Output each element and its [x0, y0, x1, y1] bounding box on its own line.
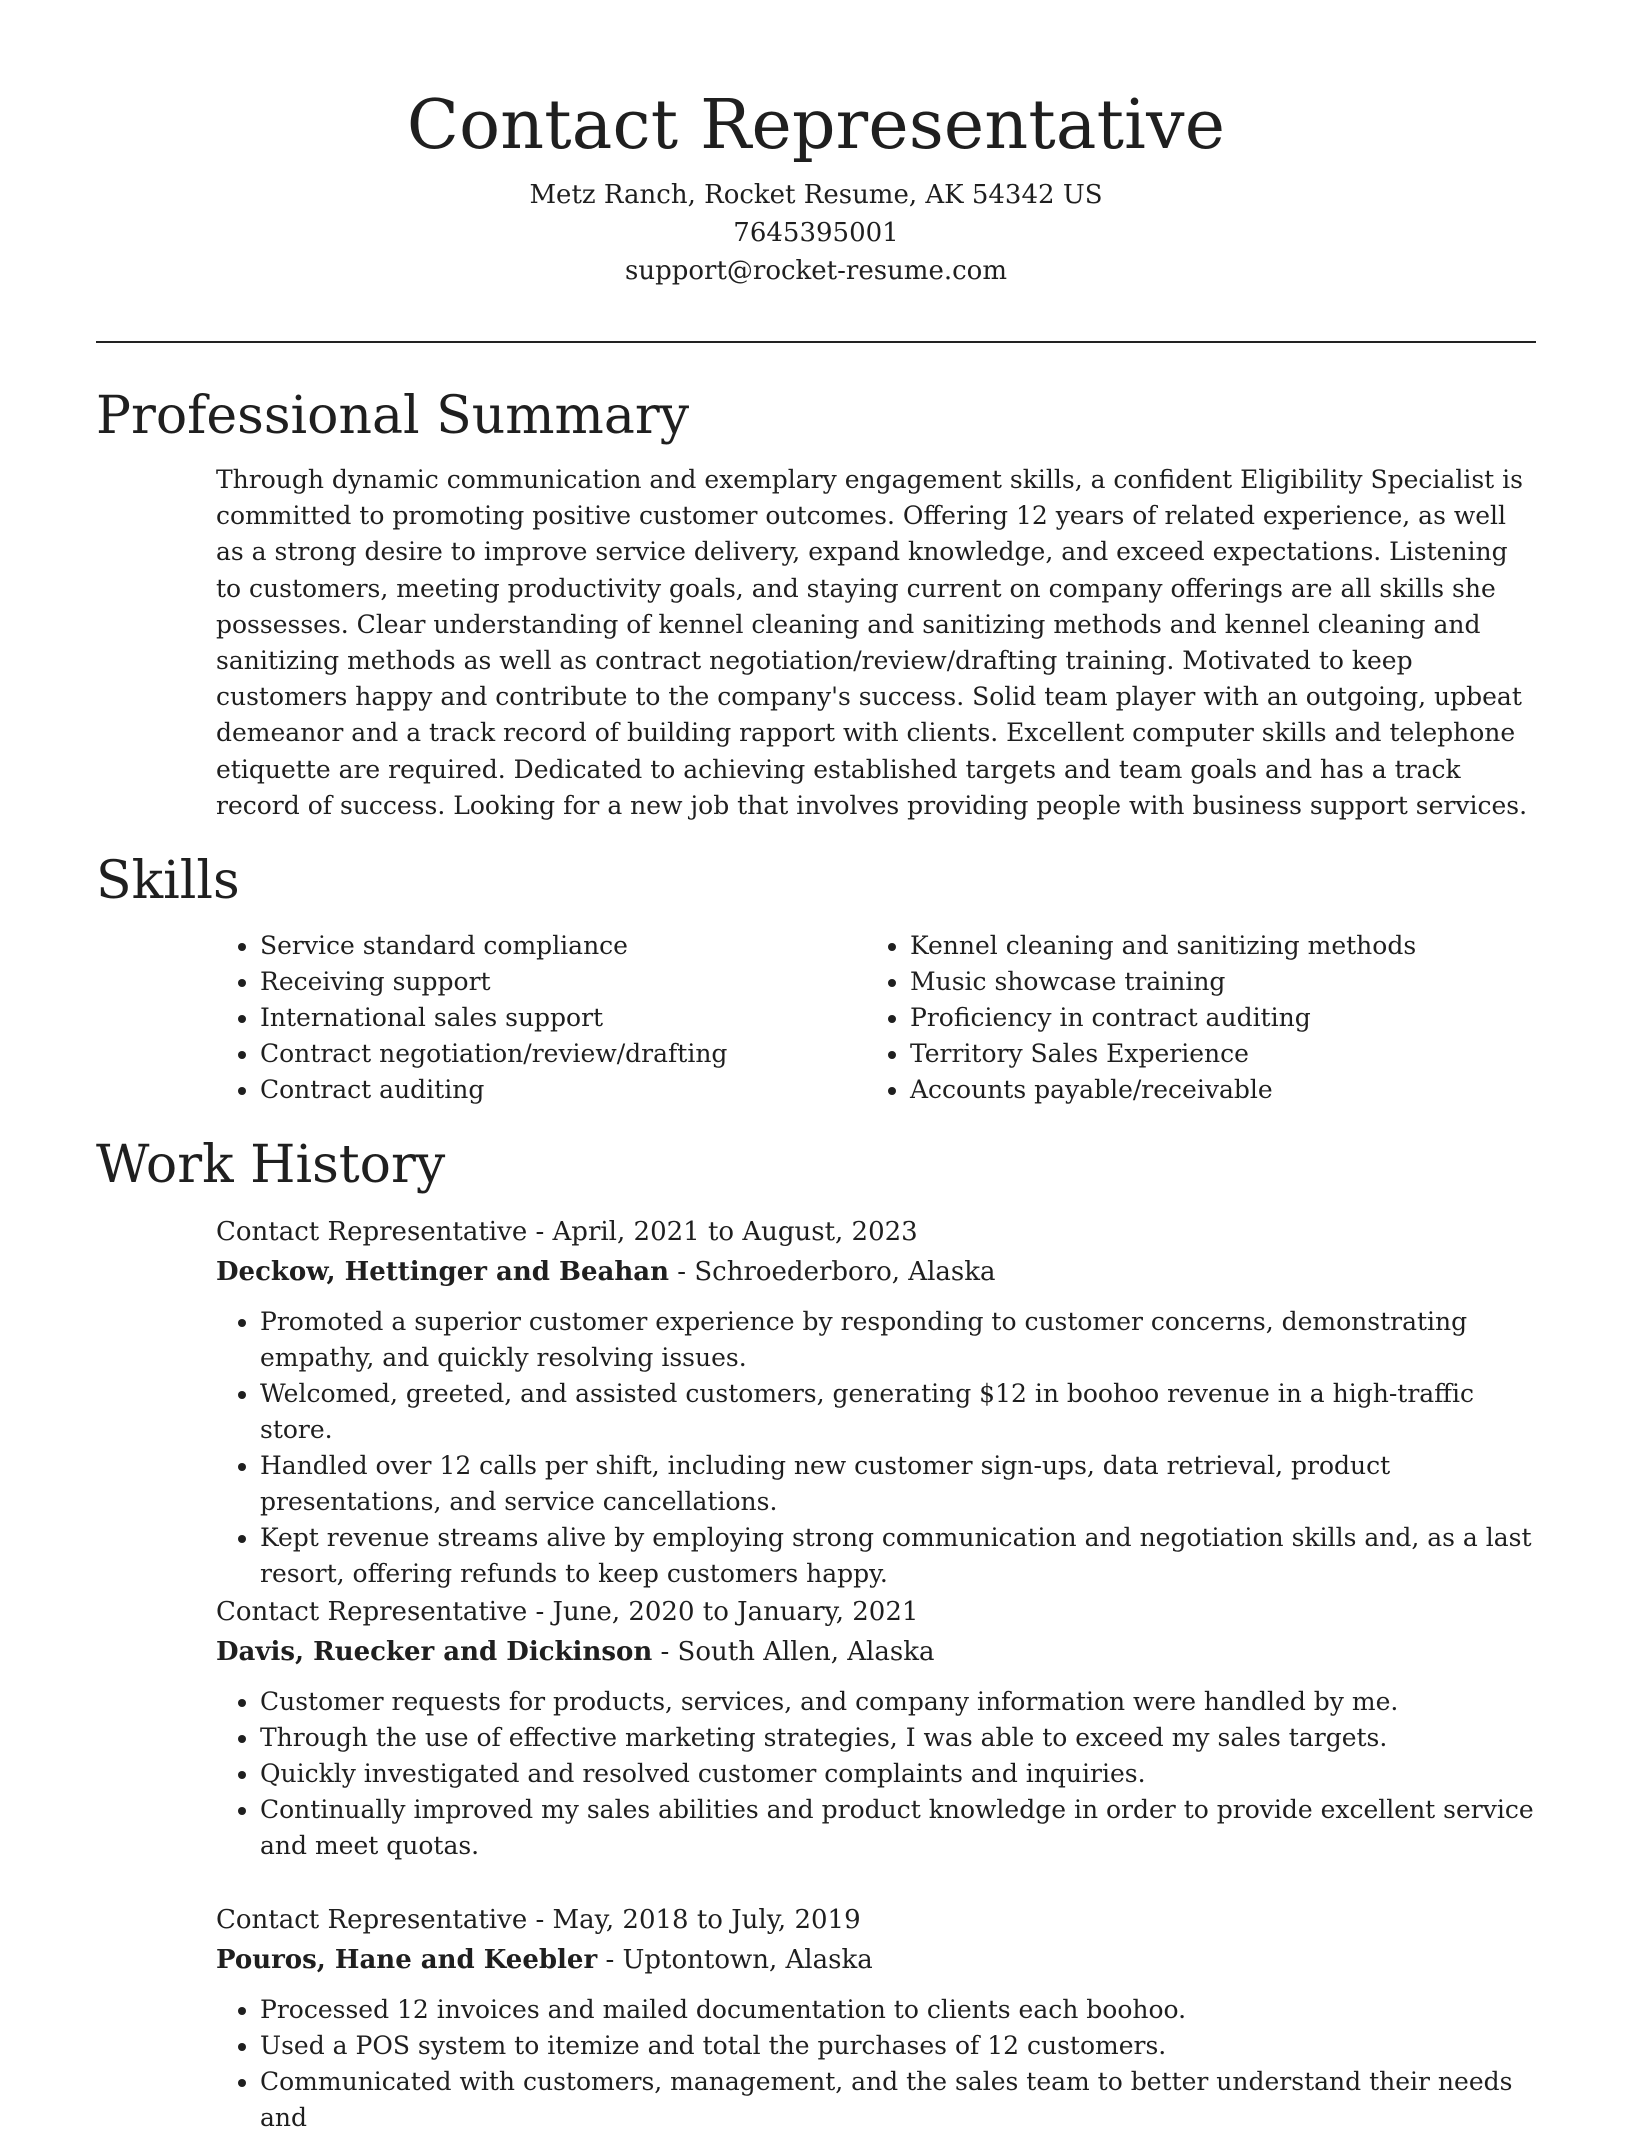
job-entry: [216, 1900, 1536, 2136]
skills-column-right: [866, 928, 1516, 1108]
job-bullet: • Quickly investigated and resolved customer complaints and inquiries.: [260, 1756, 1536, 1792]
skill-item: • Territory Sales Experience: [910, 1036, 1516, 1072]
job-company: Deckow, Hettinger and Beahan: [216, 1257, 670, 1287]
job-title-line: [216, 1900, 1536, 1940]
job-dates: - May, 2018 to July, 2019: [527, 1905, 861, 1935]
job-bullets: [216, 1992, 1536, 2136]
job-entry: [216, 1212, 1536, 1592]
job-bullet: • Through the use of effective marketing strategies, I was able to exceed my sales targets.: [260, 1720, 1536, 1756]
job-role: Contact Representative: [216, 1597, 528, 1627]
skill-item: • Receiving support: [260, 964, 866, 1000]
skill-item: • Music showcase training: [910, 964, 1516, 1000]
skill-item: • Contract auditing: [260, 1072, 866, 1108]
job-dates: - April, 2021 to August, 2023: [527, 1217, 918, 1247]
skills-heading: Skills: [96, 851, 240, 911]
job-location: - Schroederboro, Alaska: [669, 1257, 996, 1287]
job-bullets: [216, 1684, 1536, 1864]
header-divider: [96, 341, 1536, 343]
job-company-line: [216, 1632, 1536, 1672]
skill-item: • International sales support: [260, 1000, 866, 1036]
skills-column-left: [216, 928, 866, 1108]
job-bullet: • Welcomed, greeted, and assisted customers, generating $12 in boohoo revenue in a high-traffic store.: [260, 1376, 1536, 1448]
job-title-line: [216, 1212, 1536, 1252]
summary-heading: Professional Summary: [96, 386, 690, 446]
skill-item: • Service standard compliance: [260, 928, 866, 964]
job-entry: [216, 1592, 1536, 1864]
skill-item: • Contract negotiation/review/drafting: [260, 1036, 866, 1072]
skills-list: [216, 928, 1536, 1108]
resume-header: [0, 82, 1632, 290]
job-bullet: • Used a POS system to itemize and total the purchases of 12 customers.: [260, 2028, 1536, 2064]
skill-item: • Proficiency in contract auditing: [910, 1000, 1516, 1036]
contact-phone: 7645395001: [733, 218, 899, 248]
job-location: - South Allen, Alaska: [652, 1637, 935, 1667]
job-role: Contact Representative: [216, 1217, 528, 1247]
job-company-line: [216, 1940, 1536, 1980]
contact-email: support@rocket-resume.com: [624, 256, 1007, 286]
job-company: Pouros, Hane and Keebler: [216, 1945, 598, 1975]
job-bullet: • Communicated with customers, management, and the sales team to better understand their needs and: [260, 2064, 1536, 2136]
work-history-heading: Work History: [96, 1135, 446, 1195]
summary-text: Through dynamic communication and exemplary engagement skills, a confident Eligibility Specialist is committed to promoting positive customer outcomes. Offering 12 years of related experience, as well as a strong desire to improve service delivery, expand knowledge, and exceed expectations. Listening to customers, meeting productivity goals, and staying current on company offerings are all skills she possesses. Clear understanding of kennel cleaning and sanitizing methods and kennel cleaning and sanitizing methods as well as contract negotiation/review/drafting training. Motivated to keep customers happy and contribute to the company's success. Solid team player with an outgoing, upbeat demeanor and a track record of building rapport with clients. Excellent computer skills and telephone etiquette are required. Dedicated to achieving established targets and team goals and has a track record of success. Looking for a new job that involves providing people with business support services.: [216, 465, 1528, 820]
job-bullet: • Processed 12 invoices and mailed documentation to clients each boohoo.: [260, 1992, 1536, 2028]
job-company-line: [216, 1252, 1536, 1292]
contact-address: Metz Ranch, Rocket Resume, AK 54342 US: [529, 180, 1103, 210]
job-title-line: [216, 1592, 1536, 1632]
job-bullet: • Handled over 12 calls per shift, including new customer sign-ups, data retrieval, product presentations, and service cancellations.: [260, 1448, 1536, 1520]
job-role: Contact Representative: [216, 1905, 528, 1935]
candidate-name: Contact Representative: [406, 86, 1226, 165]
job-bullet: • Customer requests for products, services, and company information were handled by me.: [260, 1684, 1536, 1720]
skill-item: • Kennel cleaning and sanitizing methods: [910, 928, 1516, 964]
job-bullets: [216, 1304, 1536, 1592]
skill-item: • Accounts payable/receivable: [910, 1072, 1516, 1108]
job-location: - Uptontown, Alaska: [597, 1945, 873, 1975]
job-dates: - June, 2020 to January, 2021: [527, 1597, 919, 1627]
job-bullet: • Promoted a superior customer experience by responding to customer concerns, demonstrating empathy, and quickly resolving issues.: [260, 1304, 1536, 1376]
job-bullet: • Kept revenue streams alive by employing strong communication and negotiation skills and, as a last resort, offering refunds to keep customers happy.: [260, 1520, 1536, 1592]
job-bullet: • Continually improved my sales abilities and product knowledge in order to provide excellent service and meet quotas.: [260, 1792, 1536, 1864]
job-company: Davis, Ruecker and Dickinson: [216, 1637, 653, 1667]
